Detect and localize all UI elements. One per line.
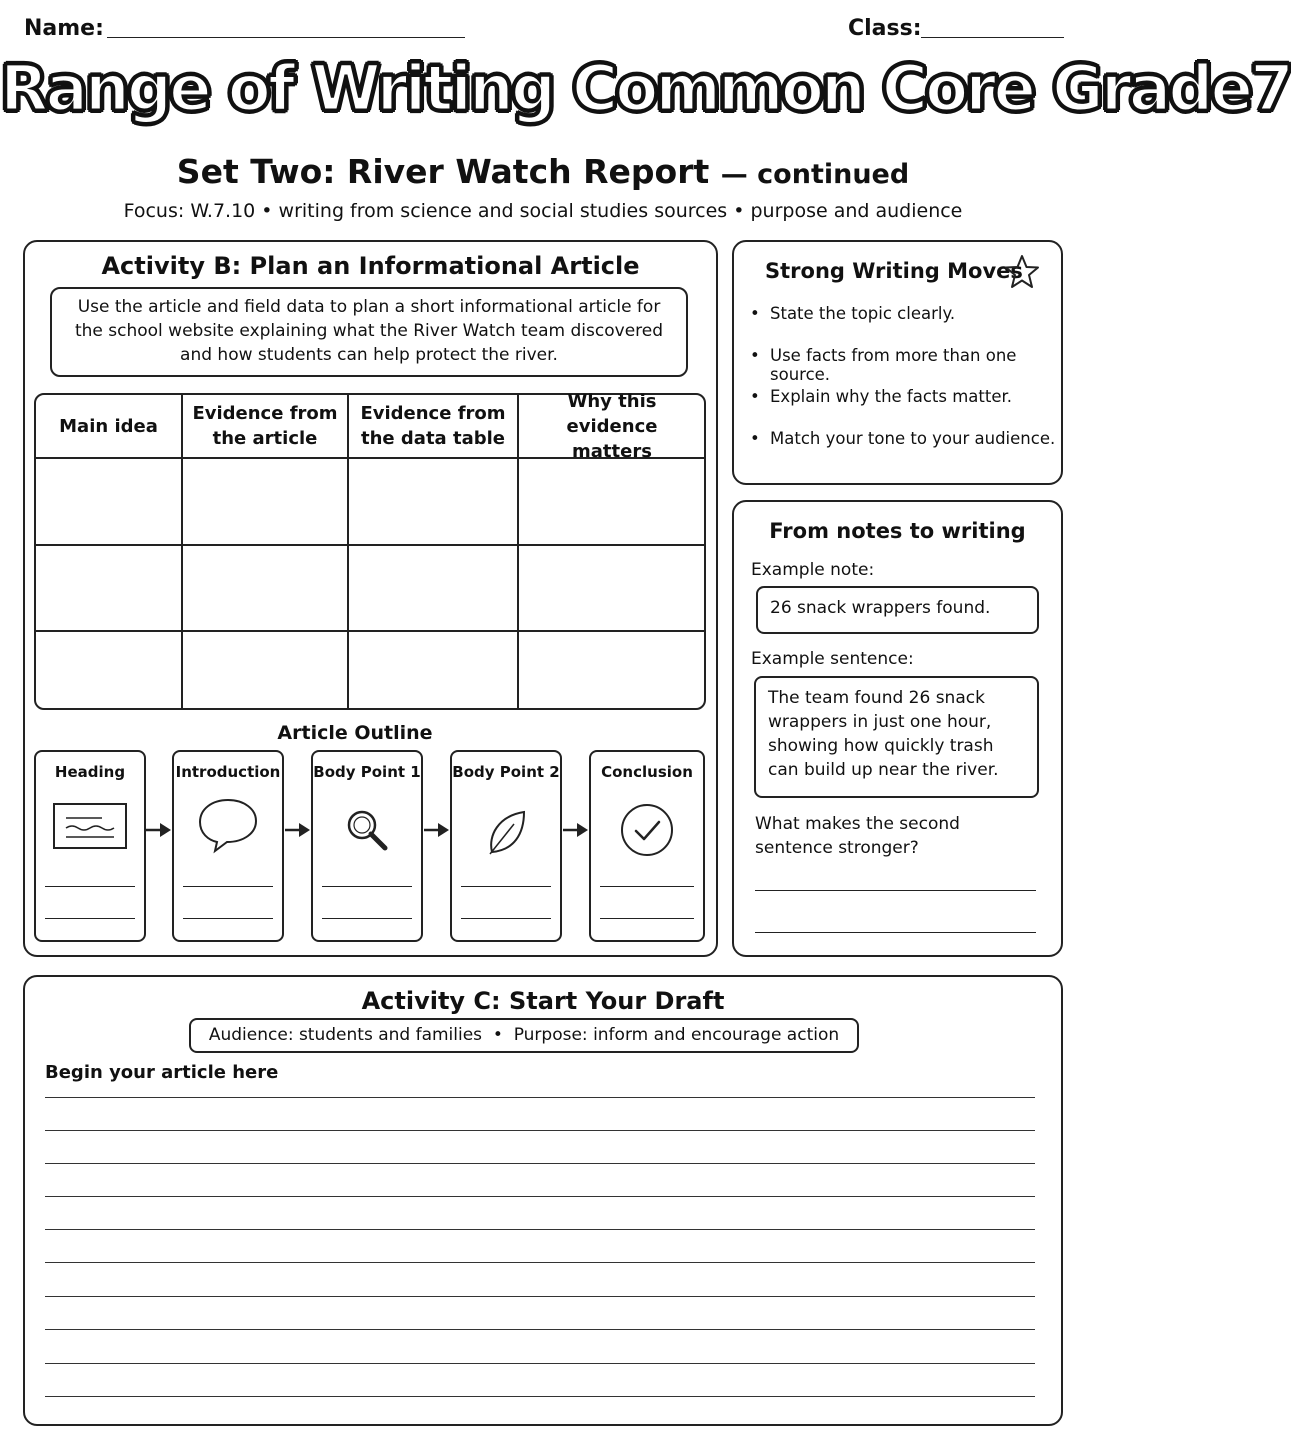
- table-cell[interactable]: [183, 546, 349, 632]
- draft-line[interactable]: [45, 1262, 1035, 1263]
- table-cell[interactable]: [36, 546, 183, 632]
- page-subtitle: [0, 152, 1086, 191]
- list-item: • Use facts from more than one source.: [770, 346, 1061, 384]
- outline-step-introduction: [172, 750, 284, 942]
- outline-write-line[interactable]: [45, 886, 135, 887]
- focus-line: Focus: W.7.10 • writing from science and social studies sources • purpose and audience: [123, 200, 963, 222]
- audience-value: students and families: [298, 1025, 483, 1045]
- purpose-value: inform and encourage action: [593, 1025, 840, 1045]
- magnifier-icon: [345, 808, 389, 856]
- table-cell[interactable]: [183, 459, 349, 546]
- outline-step-label: Body Point 2: [452, 763, 560, 781]
- outline-write-line[interactable]: [600, 886, 694, 887]
- outline-step-body-point-1: [311, 750, 423, 942]
- purpose-label: Purpose:: [513, 1025, 588, 1045]
- outline-step-label: Introduction: [175, 763, 281, 781]
- example-note-label: Example note:: [751, 560, 875, 580]
- planning-table: [34, 390, 706, 710]
- outline-write-line[interactable]: [461, 886, 551, 887]
- outline-write-line[interactable]: [183, 918, 273, 919]
- example-note-box: 26 snack wrappers found.: [756, 586, 1039, 634]
- outline-step-label: Conclusion: [601, 763, 693, 781]
- draft-line[interactable]: [45, 1196, 1035, 1197]
- activity-b-title: Activity B: Plan an Informational Article: [101, 252, 640, 280]
- draft-line[interactable]: [45, 1163, 1035, 1164]
- outline-step-heading: [34, 750, 146, 942]
- arrow-right-icon: [563, 820, 589, 840]
- table-header-evidence-data: Evidence from the data table: [349, 395, 519, 459]
- activity-c-title: Activity C: Start Your Draft: [361, 987, 725, 1015]
- list-item: • Match your tone to your audience.: [770, 429, 1055, 448]
- name-field[interactable]: [107, 37, 465, 38]
- table-cell[interactable]: [519, 632, 705, 710]
- draft-line[interactable]: [45, 1296, 1035, 1297]
- subtitle-continued: — continued: [720, 159, 910, 190]
- class-label: Class:: [848, 16, 922, 41]
- table-cell[interactable]: [519, 546, 705, 632]
- outline-write-line[interactable]: [183, 886, 273, 887]
- outline-write-line[interactable]: [461, 918, 551, 919]
- document-icon: [52, 802, 128, 856]
- table-cell[interactable]: [36, 459, 183, 546]
- example-sentence-label: Example sentence:: [751, 649, 914, 669]
- table-header-evidence-article: Evidence from the article: [183, 395, 349, 459]
- draft-line[interactable]: [45, 1396, 1035, 1397]
- table-header-main-idea: Main idea: [36, 395, 183, 459]
- worksheet-title: Range of Writing Common Core Grade7: [0, 52, 1291, 125]
- outline-step-label: Body Point 1: [313, 763, 421, 781]
- table-cell[interactable]: [349, 459, 519, 546]
- activity-b-instructions: Use the article and field data to plan a short informational article for the school website explaining what the River Watch team discovered and how students can help protect the river.: [50, 287, 688, 377]
- begin-article-label: Begin your article here: [45, 1062, 279, 1083]
- answer-line[interactable]: [755, 890, 1036, 891]
- table-cell[interactable]: [519, 459, 705, 546]
- draft-line[interactable]: [45, 1363, 1035, 1364]
- table-cell[interactable]: [349, 632, 519, 710]
- subtitle-main: Set Two: River Watch Report: [176, 152, 710, 191]
- writing-moves-title: Strong Writing Moves: [765, 259, 1023, 283]
- table-cell[interactable]: [183, 632, 349, 710]
- check-circle-icon: [619, 802, 675, 862]
- outline-write-line[interactable]: [322, 918, 412, 919]
- name-label: Name:: [24, 16, 104, 41]
- table-header-why-matters: Why this evidence matters: [519, 395, 705, 459]
- example-sentence-box: The team found 26 snack wrappers in just one hour, showing how quickly trash can build up near the river.: [754, 676, 1039, 798]
- draft-line[interactable]: [45, 1329, 1035, 1330]
- leaf-icon: [484, 808, 528, 860]
- outline-step-body-point-2: [450, 750, 562, 942]
- class-field[interactable]: [921, 37, 1064, 38]
- draft-line[interactable]: [45, 1229, 1035, 1230]
- speech-bubble-icon: [197, 796, 259, 858]
- table-cell[interactable]: [349, 546, 519, 632]
- star-icon: [1004, 254, 1040, 294]
- arrow-right-icon: [146, 820, 172, 840]
- arrow-right-icon: [424, 820, 450, 840]
- list-item: • Explain why the facts matter.: [770, 387, 1012, 406]
- audience-purpose-box: Audience: students and families • Purpose: inform and encourage action: [189, 1018, 859, 1053]
- notes-panel: [732, 500, 1063, 957]
- notes-question: What makes the second sentence stronger?: [755, 814, 960, 858]
- notes-title: From notes to writing: [769, 519, 1026, 543]
- list-item: • State the topic clearly.: [770, 304, 955, 323]
- outline-write-line[interactable]: [322, 886, 412, 887]
- draft-line[interactable]: [45, 1097, 1035, 1098]
- answer-line[interactable]: [755, 932, 1036, 933]
- outline-write-line[interactable]: [600, 918, 694, 919]
- writing-moves-panel: [732, 240, 1063, 485]
- audience-label: Audience:: [208, 1025, 294, 1045]
- outline-write-line[interactable]: [45, 918, 135, 919]
- draft-line[interactable]: [45, 1130, 1035, 1131]
- article-outline-title: Article Outline: [277, 722, 433, 744]
- outline-step-label: Heading: [54, 763, 126, 781]
- arrow-right-icon: [285, 820, 311, 840]
- outline-step-conclusion: [589, 750, 705, 942]
- table-cell[interactable]: [36, 632, 183, 710]
